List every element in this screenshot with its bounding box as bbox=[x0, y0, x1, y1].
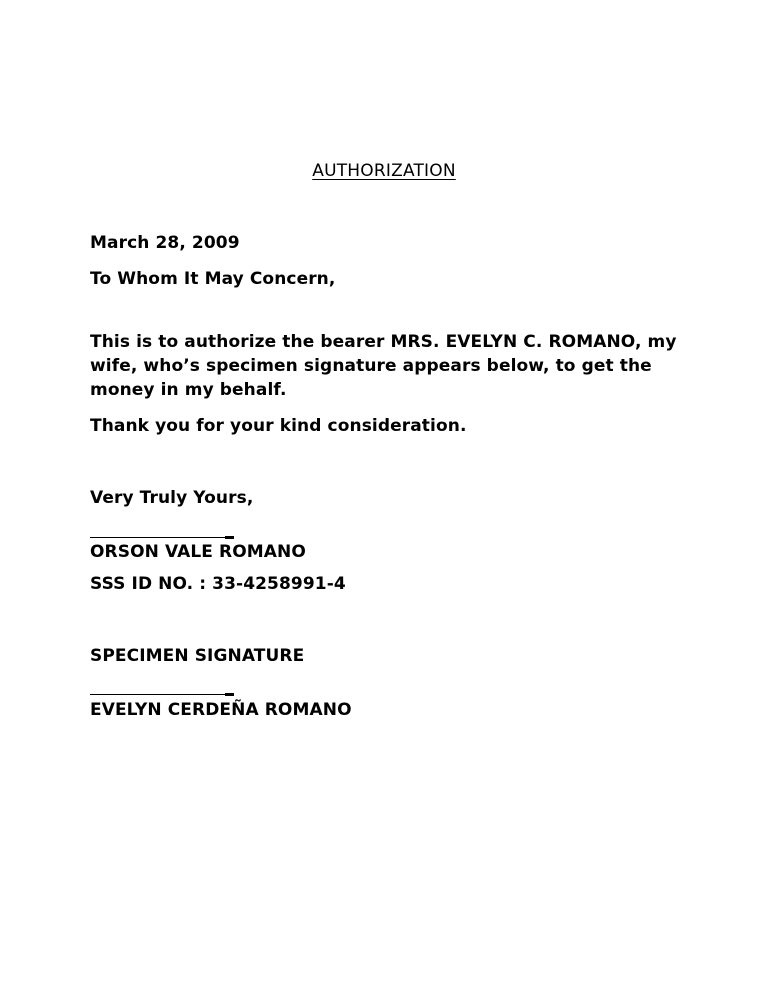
salutation: To Whom It May Concern, bbox=[90, 269, 336, 289]
body-paragraph: This is to authorize the bearer MRS. EVELYN C. ROMANO, my wife, who’s specimen signature appears below, to get the money in my behalf. bbox=[90, 332, 677, 400]
letter-date: March 28, 2009 bbox=[90, 233, 240, 253]
signatory-id: SSS ID NO. : 33-4258991-4 bbox=[90, 574, 346, 594]
specimen-signature-line bbox=[90, 694, 234, 695]
signature-line bbox=[90, 537, 234, 538]
signatory-name: ORSON VALE ROMANO bbox=[90, 542, 306, 562]
closing: Very Truly Yours, bbox=[90, 488, 254, 508]
thanks-line: Thank you for your kind consideration. bbox=[90, 416, 467, 436]
document-title: AUTHORIZATION bbox=[312, 161, 456, 181]
specimen-name: EVELYN CERDEÑA ROMANO bbox=[90, 700, 352, 720]
specimen-heading: SPECIMEN SIGNATURE bbox=[90, 646, 305, 666]
